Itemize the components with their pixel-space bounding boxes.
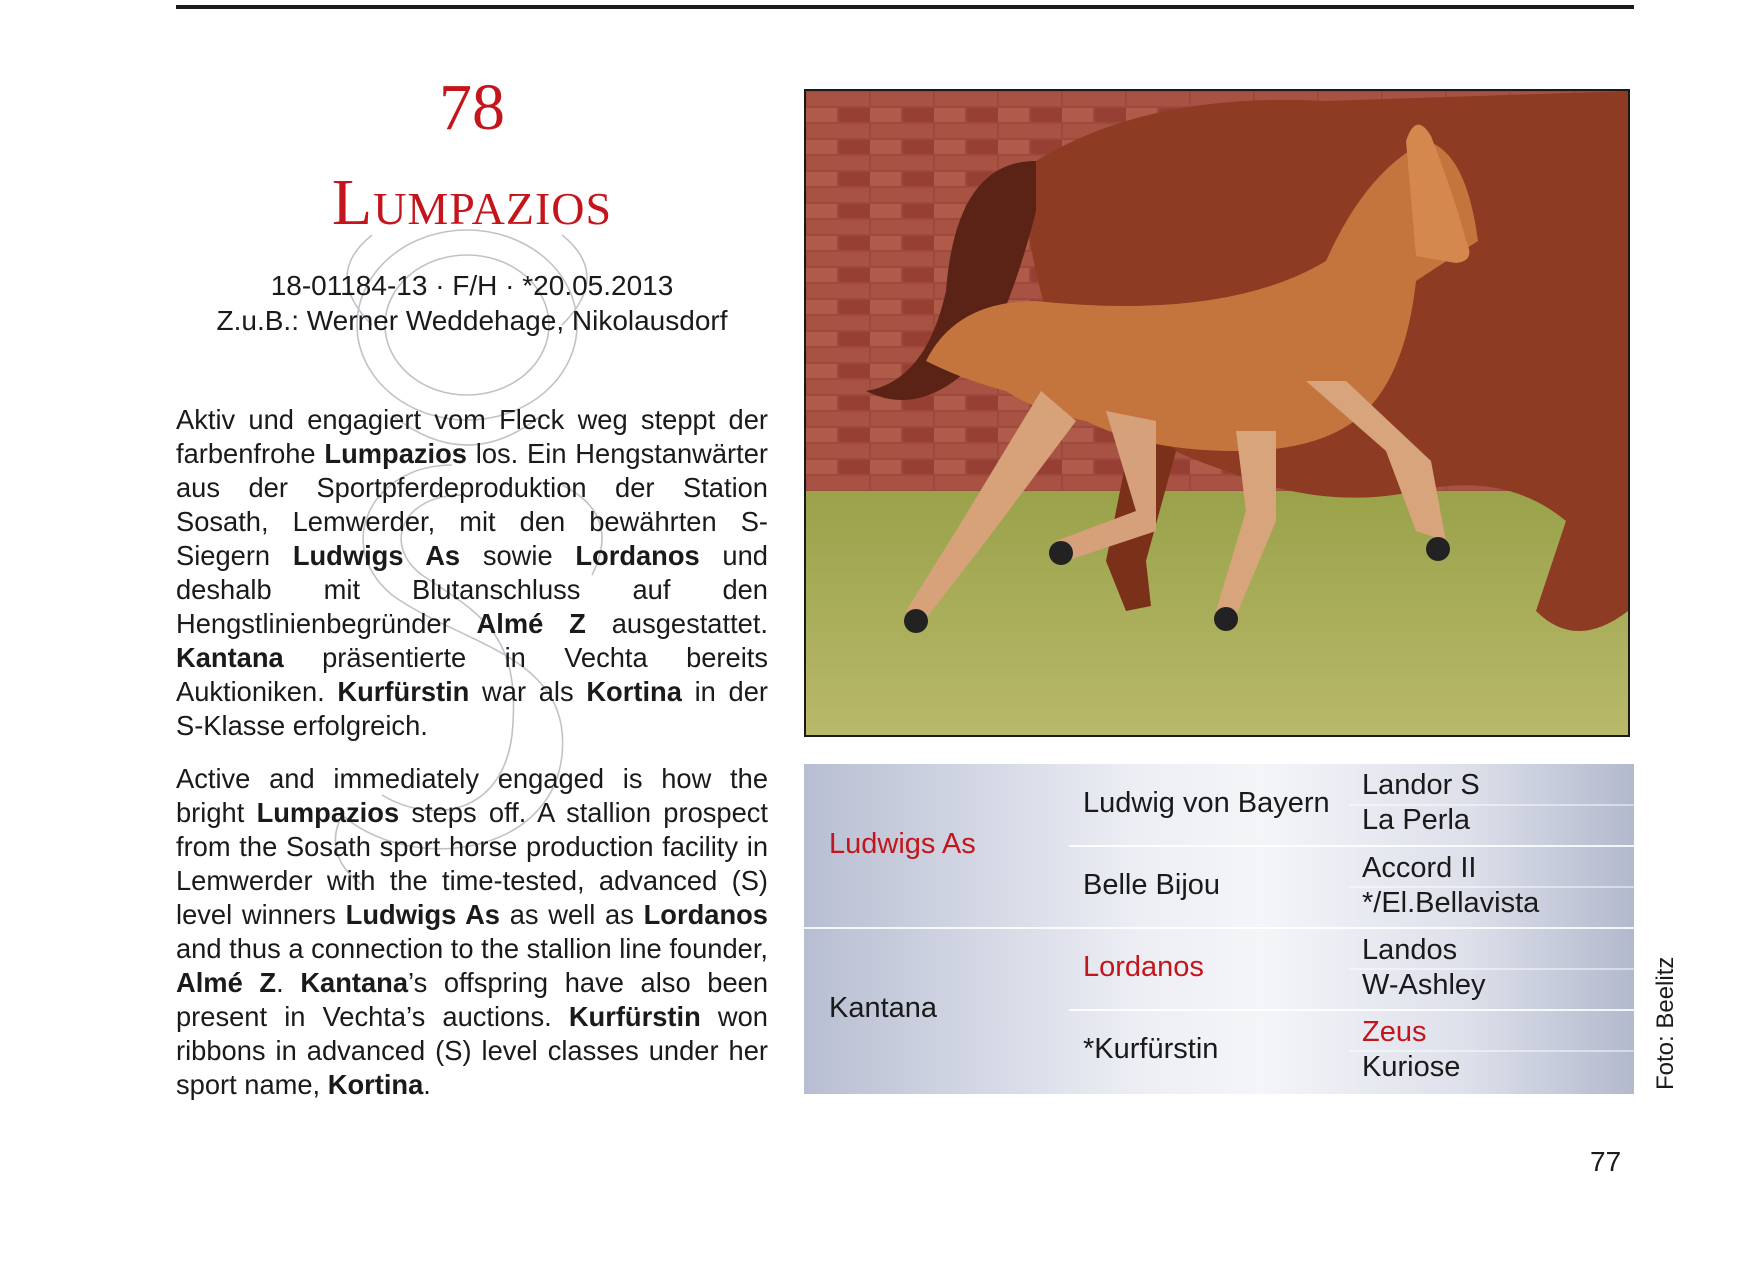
id-line: 18-01184-13 · F/H · *20.05.2013 [270, 270, 674, 301]
pedigree-sire-dam: Belle Bijou [1083, 869, 1221, 901]
pedigree-divider [804, 927, 1634, 929]
bold-horse-name: Kurfürstin [337, 676, 470, 707]
text-run: los. Ein Hengstanwärter aus der Sportpferdeproduktion der Station Sosath, Lemwerder, mit den bewährten S-Siegern [176, 438, 769, 571]
text-run: won ribbons in advanced (S) level classes under her sport name, [176, 1001, 768, 1100]
pedigree-divider [1069, 1009, 1634, 1011]
page-number: 77 [1590, 1146, 1622, 1177]
text-run: ausgestattet. [585, 608, 769, 639]
bold-horse-name: Kortina [586, 676, 682, 707]
bold-horse-name: Kantana [176, 642, 284, 673]
pedigree-ancestor: Landos [1362, 934, 1458, 966]
text-run: Active and immediately engaged is how the bright [176, 763, 768, 828]
bold-horse-name: Ludwigs As [345, 899, 500, 930]
horse-meta [176, 268, 768, 338]
pedigree-ancestor: W-Ashley [1362, 969, 1486, 1001]
text-run: and thus a connection to the stallion line founder, [176, 933, 768, 964]
photo-credit: Foto: Beelitz [1652, 956, 1679, 1090]
pedigree-ancestor: Landor S [1362, 769, 1480, 801]
bold-horse-name: Ludwigs As [292, 540, 461, 571]
pedigree-ancestor: Accord II [1362, 852, 1477, 884]
description-english [176, 762, 768, 1102]
bold-horse-name: Kortina [327, 1069, 424, 1100]
pedigree-ancestor: La Perla [1362, 804, 1471, 836]
bold-horse-name: Lordanos [575, 540, 700, 571]
text-run: ’s offspring have also been present in Vechta’s auctions. [176, 967, 768, 1032]
pedigree-ancestor: Zeus [1362, 1016, 1427, 1048]
text-run: . [276, 967, 301, 998]
bold-horse-name: Kantana [300, 967, 409, 998]
pedigree-table [804, 764, 1634, 1094]
pedigree-ancestor: Kuriose [1362, 1051, 1461, 1083]
text-run: in der S-Klasse erfolgreich. [176, 676, 768, 741]
text-run: präsentierte in Vechta bereits Auktioniken. [176, 642, 768, 707]
text-run: und deshalb mit Blutanschluss auf den Hengstlinienbegründer [176, 540, 768, 639]
pedigree-dam-sire: Lordanos [1083, 951, 1204, 983]
pedigree-divider [1069, 845, 1634, 847]
text-run: as well as [499, 899, 644, 930]
pedigree-ancestor: */El.Bellavista [1362, 887, 1540, 919]
bold-horse-name: Kurfürstin [568, 1001, 701, 1032]
pedigree-sire: Ludwigs As [829, 828, 976, 860]
text-run: sowie [460, 540, 576, 571]
pedigree-dam-dam: *Kurfürstin [1083, 1033, 1219, 1065]
bold-horse-name: Almé Z [176, 967, 277, 998]
text-run: war als [469, 676, 587, 707]
bold-horse-name: Lordanos [643, 899, 768, 930]
text-run: steps off. A stallion prospect from the Sosath sport horse production facility in Lemwerder with the time-tested, advanced (S) level winners [176, 797, 768, 930]
lot-number: 78 [439, 71, 505, 144]
pedigree-sire-sire: Ludwig von Bayern [1083, 787, 1330, 819]
breeder-line: Z.u.B.: Werner Weddehage, Nikolausdorf [216, 305, 728, 336]
text-run: Aktiv und engagiert vom Fleck weg steppt der farbenfrohe [176, 404, 768, 469]
horse-name: Lumpazios [331, 166, 613, 239]
bold-horse-name: Lumpazios [324, 438, 467, 469]
pedigree-dam: Kantana [829, 992, 938, 1024]
bold-horse-name: Lumpazios [256, 797, 400, 828]
text-run: . [423, 1069, 431, 1100]
bold-horse-name: Almé Z [476, 608, 586, 639]
top-rule [176, 5, 1634, 9]
horse-photo [804, 89, 1630, 737]
description-german [176, 403, 768, 743]
